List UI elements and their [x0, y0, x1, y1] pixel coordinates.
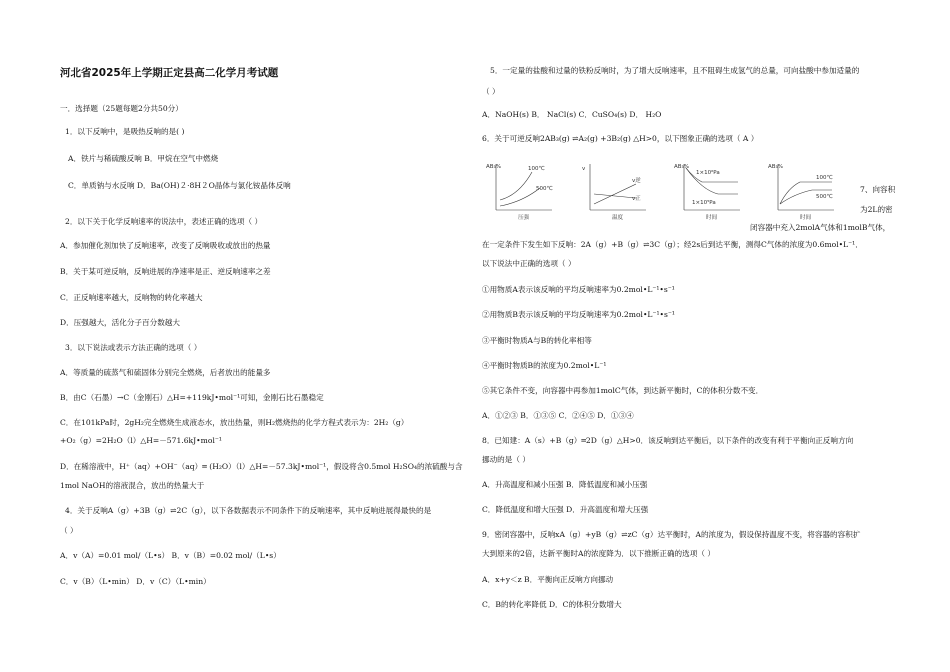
q9-options-cd: C．B的转化率降低 D．C的体积分数增大 — [482, 600, 622, 609]
question-9: 9．密闭容器中，反响xA（g）+yB（g）⇌zC（g）达平衡时，A的浓度为，假设保持温度不变，将容器的容积扩 — [482, 530, 861, 539]
graph-2 — [578, 160, 648, 222]
graph-1-label-500: 500℃ — [536, 186, 553, 192]
q7-text-b: 为2L的密 — [860, 205, 893, 214]
q3-option-a: A．等质量的硫蒸气和硫固体分别完全燃烧，后者放出的能量多 — [60, 368, 271, 377]
graph-2-ylabel: v — [582, 166, 586, 172]
graph-4 — [766, 160, 836, 222]
graph-3-label-high: 1×10⁶Pa — [696, 170, 720, 176]
graph-3-label-low: 1×10⁵Pa — [692, 200, 716, 206]
q2-option-c: C．正反响速率越大，反响物的转化率越大 — [60, 293, 203, 302]
q7-statement-4: ④平衡时物质B的浓度为0.2mol•L⁻¹ — [482, 361, 607, 370]
graph-3-ylabel: AB₃% — [674, 164, 689, 170]
q8-options-cd: C．降低温度和增大压强 D．升高温度和增大压强 — [482, 505, 649, 514]
q3-option-c-line1: C．在101kPa时，2gH₂完全燃烧生成液态水，放出热量，则H₂燃烧热的化学方程式表示为：2H₂（g） — [60, 418, 409, 427]
q6-graph-row — [482, 160, 833, 222]
section-heading: 一．选择题（25题每题2分共50分） — [60, 104, 183, 113]
q2-option-a: A．参加催化剂加快了反响速率，改变了反响吸收或放出的热量 — [60, 241, 271, 250]
q7-statement-3: ③平衡时物质A与B的转化率相等 — [482, 336, 592, 345]
graph-2-label-reverse: v逆 — [632, 178, 641, 184]
graph-1-xlabel: 压强 — [518, 215, 530, 221]
q3-option-d-line1: D．在稀溶液中，H⁺（aq）+OH⁻（aq）═ (H₂O）（l）△H=－57.3kJ•mol⁻¹，假设将含0.5mol H₂SO₄的浓硫酸与含 — [60, 462, 463, 471]
question-8: 8．已知建：A（s）+B（g）═2D（g）△H>0．该反响到达平衡后，以下条件的改变有利于平衡向正反响方向 — [482, 436, 854, 445]
graph-1-curve-500 — [500, 188, 540, 206]
exam-title: 河北省2025年上学期正定县高二化学月考试题 — [60, 67, 279, 79]
q1-options-cd: C．单质钠与水反响 D．Ba(OH)２·8H２O晶体与氯化铵晶体反响 — [68, 181, 291, 190]
graph-3-xlabel: 时间 — [706, 215, 718, 221]
q8-blank: 挪动的是（ ） — [482, 455, 530, 464]
q2-option-d: D．压强越大，活化分子百分数越大 — [60, 318, 180, 327]
graph-4-ylabel: AB₃% — [768, 164, 783, 170]
q9-text-2: 大到原来的2倍，达新平衡时A的浓度降为．以下推断正确的选项（ ） — [482, 549, 715, 558]
graph-4-label-100: 100℃ — [816, 175, 833, 181]
q3-option-c-line2: +O₂（g）=2H₂O（l）△H=－571.6kJ•mol⁻¹ — [60, 436, 222, 445]
q7-text-e: 以下说法中正确的选项（ ） — [482, 259, 576, 268]
q8-options-ab: A．升高温度和减小压强 B．降低温度和减小压强 — [482, 480, 648, 489]
q4-options-cd: C．v（B）（L•min） D．v（C）（L•min） — [60, 577, 211, 586]
q3-option-d-line2: 1mol NaOH的溶液混合，放出的热量大于 — [60, 481, 205, 490]
q3-option-b: B．由C（石墨）→C（金刚石）△H=+119kJ•mol⁻¹可知，金刚石比石墨稳定 — [60, 393, 324, 402]
q4-options-ab: A．v（A）=0.01 mol/（L•s） B．v（B）=0.02 mol/（L•s） — [60, 551, 281, 560]
q4-blank: （ ） — [60, 526, 78, 535]
graph-2-line-forward — [594, 194, 636, 198]
q7-statement-2: ②用物质B表示该反响的平均反响速率为0.2mol•L⁻¹•s⁻¹ — [482, 310, 675, 319]
q7-statement-5: ⑤其它条件不变，向容器中再参加1molC气体，到达新平衡时，C的体积分数不变． — [482, 386, 764, 395]
question-5: 5．一定量的盐酸和过量的铁粉反响时，为了增大反响速率，且不阻碍生成氢气的总量，可向盐酸中参加适量的 — [490, 66, 860, 75]
question-3: 3．以下说法或表示方法正确的选项（ ） — [65, 343, 202, 352]
q1-options-ab: A．铁片与稀硫酸反响 B．甲烷在空气中燃烧 — [68, 154, 219, 163]
q9-options-ab: A．x+y＜z B．平衡向正反响方向挪动 — [482, 575, 614, 584]
q7-statement-1: ①用物质A表示该反响的平均反响速率为0.2mol•L⁻¹•s⁻¹ — [482, 285, 675, 294]
graph-4-curve-100 — [780, 182, 832, 204]
graph-1-curve-100 — [500, 172, 532, 200]
graph-1-label-100: 100℃ — [528, 166, 545, 172]
question-4: 4．关于反响A（g）+3B（g）⇌2C（g），以下各数据表示不同条件下的反响速率，其中反响进展得最快的是 — [65, 506, 432, 515]
graph-2-xlabel: 温度 — [612, 215, 624, 221]
question-1: 1．以下反响中，是吸热反响的是( ) — [65, 127, 185, 136]
graph-4-label-500: 500℃ — [816, 194, 833, 200]
graph-2-line-reverse — [594, 184, 636, 204]
q5-options: A．NaOH(s) B． NaCl(s) C．CuSO₄(s) D． H₂O — [482, 110, 662, 119]
q7-text-a: 7、向容积 — [860, 185, 896, 194]
graph-1 — [484, 160, 554, 222]
graph-2-label-forward: v正 — [632, 196, 641, 202]
question-6: 6．关于可逆反响2AB₃(g) ⇌A₂(g) +3B₂(g) △H>0，以下图象正确的选项（ A ） — [482, 134, 759, 143]
q7-options: A．①②③ B．①③⑤ C．②④⑤ D．①③④ — [482, 411, 634, 420]
graph-4-xlabel: 时间 — [800, 215, 812, 221]
question-2: 2．以下关于化学反响速率的说法中，表述正确的选项（ ） — [65, 217, 263, 226]
graph-1-ylabel: AB₃% — [486, 164, 501, 170]
q5-blank: （ ） — [482, 87, 500, 96]
q7-text-c: 闭容器中充入2molA气体和1molB气体， — [750, 223, 891, 232]
q7-text-d: 在一定条件下发生如下反响：2A（g）+B（g）⇌3C（g）；经2s后到达平衡，测得C气体的浓度为0.6mol•L⁻¹． — [482, 240, 863, 249]
graph-3 — [672, 160, 742, 222]
q2-option-b: B．关于某可逆反响，反响进展的净速率是正、逆反响速率之差 — [60, 267, 271, 276]
